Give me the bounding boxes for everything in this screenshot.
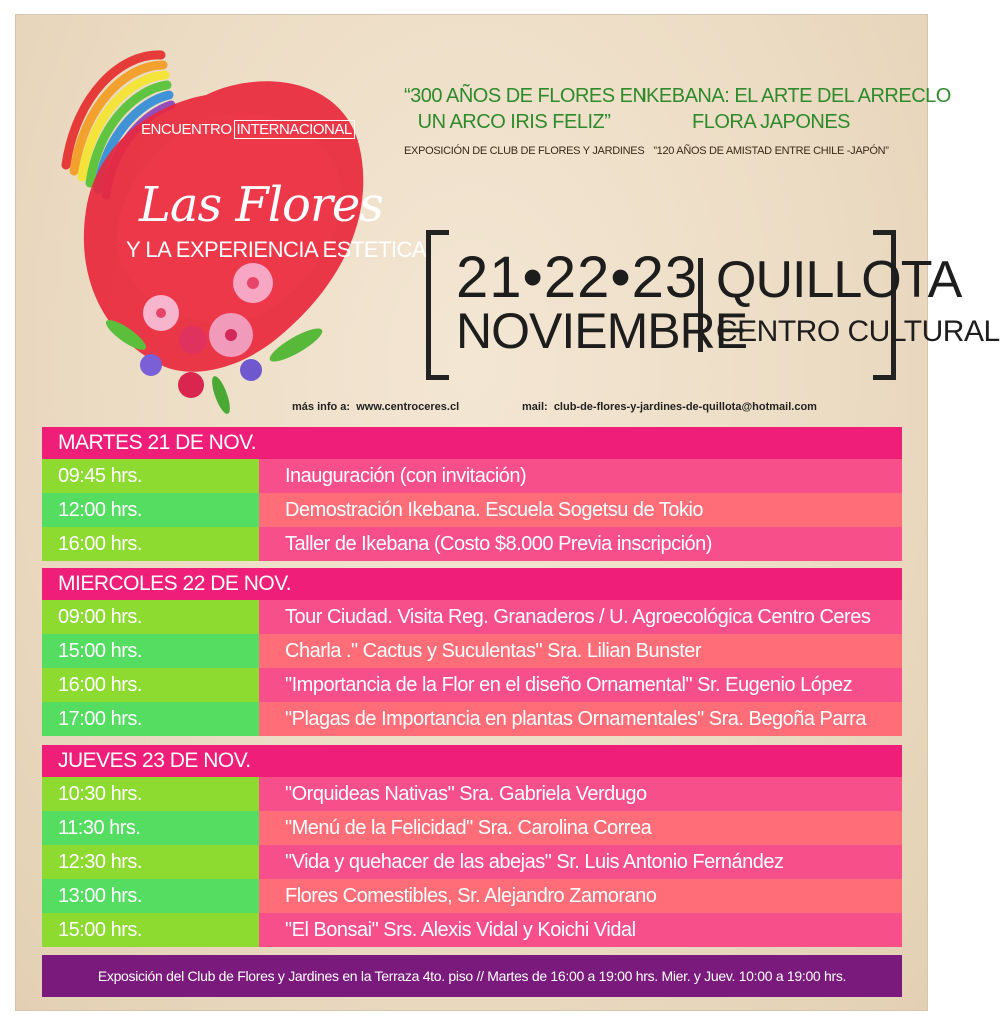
- left-bracket: [426, 230, 449, 380]
- day-block-3: [42, 745, 902, 947]
- session-time: 15:00 hrs.: [42, 634, 259, 668]
- event-date-place: [426, 220, 1000, 380]
- schedule-row: [42, 845, 902, 879]
- session-time: 12:00 hrs.: [42, 493, 259, 527]
- schedule-row: [42, 811, 902, 845]
- session-activity: Demostración Ikebana. Escuela Sogetsu de Tokio: [259, 493, 902, 527]
- logo-subtitle: Y LA EXPERIENCIA ESTETICA: [126, 237, 427, 262]
- schedule-row: [42, 913, 902, 947]
- day-header: MIERCOLES 22 DE NOV.: [42, 568, 902, 600]
- schedule-row: [42, 600, 902, 634]
- event-dates: 21•22•23: [456, 245, 699, 310]
- logo-title: [141, 121, 355, 138]
- event-month: NOVIEMBRE: [456, 303, 748, 359]
- session-activity: "Plagas de Importancia en plantas Ornamentales" Sra. Begoña Parra: [259, 702, 902, 736]
- headline-left-sub: EXPOSICIÓN DE CLUB DE FLORES Y JARDINES: [404, 145, 645, 157]
- headline-right-line1: IKEBANA: EL ARTE DEL ARRECLO: [641, 85, 951, 107]
- logo-name: Las Flores: [139, 177, 383, 233]
- schedule-row: [42, 493, 902, 527]
- session-time: 16:00 hrs.: [42, 668, 259, 702]
- headline-left: [404, 83, 647, 157]
- schedule-row: [42, 702, 902, 736]
- day-header: MARTES 21 DE NOV.: [42, 427, 902, 459]
- session-activity: "Vida y quehacer de las abejas" Sr. Luis Antonio Fernández: [259, 845, 902, 879]
- session-time: 15:00 hrs.: [42, 913, 259, 947]
- session-activity: Inauguración (con invitación): [259, 459, 902, 493]
- headline-left-line1: “300 AÑOS DE FLORES EN: [404, 85, 647, 107]
- contact-mail: [522, 401, 817, 413]
- event-poster: [15, 14, 1000, 1011]
- schedule-row: [42, 777, 902, 811]
- schedule-row: [42, 668, 902, 702]
- info-label: más info a:: [292, 401, 351, 413]
- event-city: QUILLOTA: [716, 251, 962, 309]
- session-time: 17:00 hrs.: [42, 702, 259, 736]
- headline-right: [641, 83, 951, 157]
- session-time: 10:30 hrs.: [42, 777, 259, 811]
- session-activity: Taller de Ikebana (Costo $8.000 Previa inscripción): [259, 527, 902, 561]
- logo-title-prefix: ENCUENTRO: [141, 121, 232, 138]
- session-activity: "Orquideas Nativas" Sra. Gabriela Verdugo: [259, 777, 902, 811]
- day-block-2: [42, 568, 902, 736]
- schedule-row: [42, 459, 902, 493]
- exhibition-footer: Exposición del Club de Flores y Jardines en la Terraza 4to. piso // Martes de 16:00 a 19:00 hrs. Mier. y Juev. 10:00 a 19:00 hrs.: [42, 955, 902, 997]
- session-time: 11:30 hrs.: [42, 811, 259, 845]
- session-activity: "Importancia de la Flor en el diseño Ornamental" Sr. Eugenio López: [259, 668, 902, 702]
- session-activity: Charla ." Cactus y Suculentas" Sra. Lilian Bunster: [259, 634, 902, 668]
- session-activity: Tour Ciudad. Visita Reg. Granaderos / U. Agroecológica Centro Ceres: [259, 600, 902, 634]
- headline-right-line2: FLORA JAPONES: [692, 111, 850, 133]
- headline-left-line2: UN ARCO IRIS FELIZ”: [417, 111, 611, 133]
- schedule-row: [42, 634, 902, 668]
- contact-info: [292, 401, 459, 413]
- mail-label: mail:: [522, 401, 548, 413]
- session-activity: "El Bonsai" Srs. Alexis Vidal y Koichi Vidal: [259, 913, 902, 947]
- session-time: 09:00 hrs.: [42, 600, 259, 634]
- session-time: 16:00 hrs.: [42, 527, 259, 561]
- schedule-row: [42, 879, 902, 913]
- headline-right-sub: ”120 AÑOS DE AMISTAD ENTRE CHILE -JAPÓN”: [653, 145, 889, 157]
- event-venue: CENTRO CULTURAL: [716, 315, 1000, 348]
- logo-title-boxed: INTERNACIONAL: [234, 120, 355, 139]
- session-time: 09:45 hrs.: [42, 459, 259, 493]
- session-activity: Flores Comestibles, Sr. Alejandro Zamorano: [259, 879, 902, 913]
- day-header: JUEVES 23 DE NOV.: [42, 745, 902, 777]
- day-block-1: [42, 427, 902, 561]
- session-activity: "Menú de la Felicidad" Sra. Carolina Correa: [259, 811, 902, 845]
- session-time: 13:00 hrs.: [42, 879, 259, 913]
- info-url-link[interactable]: www.centroceres.cl: [356, 401, 460, 413]
- session-time: 12:30 hrs.: [42, 845, 259, 879]
- mail-address-link[interactable]: club-de-flores-y-jardines-de-quillota@hotmail.com: [553, 401, 817, 413]
- schedule-row: [42, 527, 902, 561]
